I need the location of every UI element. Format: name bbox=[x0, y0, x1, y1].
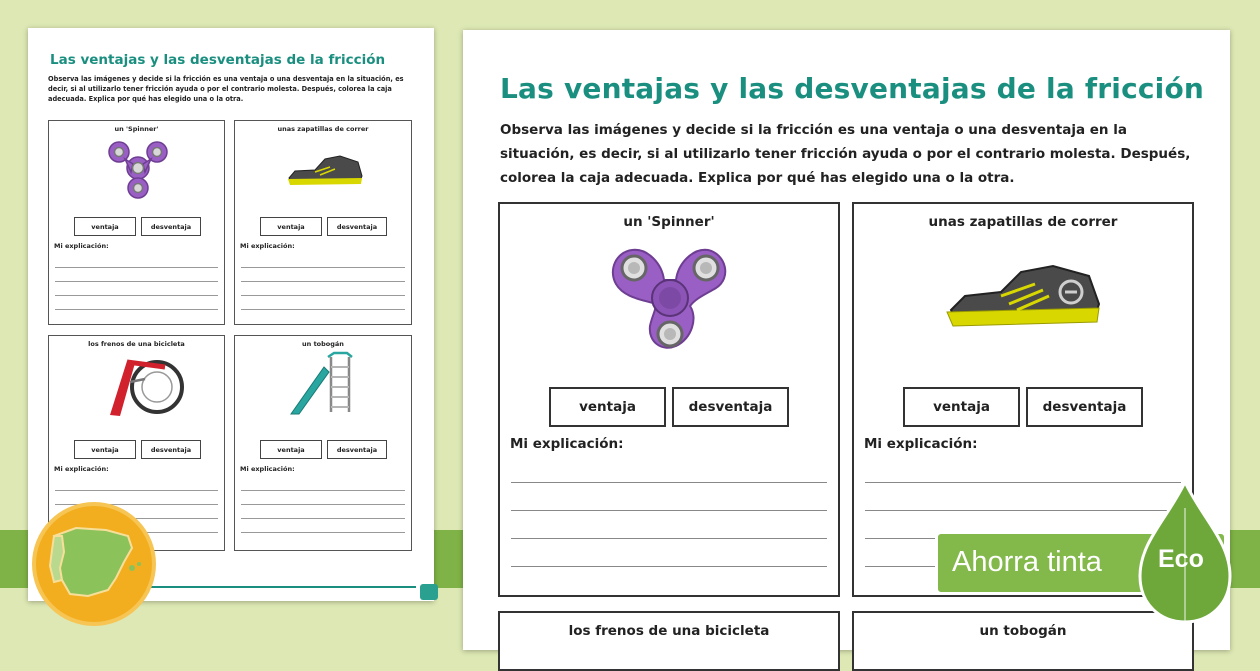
card-label: los frenos de una bicicleta bbox=[568, 623, 770, 639]
eco-label: Eco bbox=[1158, 545, 1204, 573]
advantage-button[interactable]: ventaja bbox=[74, 217, 136, 236]
advantage-button[interactable]: ventaja bbox=[903, 387, 1020, 427]
answer-line[interactable] bbox=[511, 510, 827, 511]
card-label: un tobogán bbox=[302, 340, 344, 348]
answer-line[interactable] bbox=[55, 267, 218, 268]
card-label: los frenos de una bicicleta bbox=[88, 340, 185, 348]
explanation-label: Mi explicación: bbox=[240, 242, 295, 250]
running-shoe-icon bbox=[942, 262, 1104, 330]
explanation-label: Mi explicación: bbox=[864, 436, 978, 452]
card-label: un 'Spinner' bbox=[114, 125, 159, 133]
answer-line[interactable] bbox=[241, 281, 405, 282]
advantage-button[interactable]: ventaja bbox=[260, 217, 322, 236]
advantage-button[interactable]: ventaja bbox=[260, 440, 322, 459]
page-title: Las ventajas y las desventajas de la fricción bbox=[500, 72, 1205, 105]
thumbnail-title: Las ventajas y las desventajas de la fricción bbox=[50, 52, 386, 68]
answer-line[interactable] bbox=[241, 490, 405, 491]
explanation-label: Mi explicación: bbox=[240, 465, 295, 473]
card-label: unas zapatillas de correr bbox=[277, 125, 369, 133]
answer-line[interactable] bbox=[241, 518, 405, 519]
thumbnail-card-shoes bbox=[234, 120, 412, 325]
page-instructions: Observa las imágenes y decide si la fricción es una ventaja o una desventaja en la situación, es decir, si al utilizarlo tener fricción ayuda o por el contrario molesta. Después, colorea la caja adecuada. Explica por qué has elegido una o la otra. bbox=[500, 122, 1191, 186]
thumbnail-instructions: Observa las imágenes y decide si la fricción es una ventaja o una desventaja en la situación, es decir, si al utilizarlo tener fricción ayuda o por el contrario molesta. Después, colorea la caja adecuada. Explica por qué has elegido una o la otra. bbox=[48, 75, 404, 103]
explanation-label: Mi explicación: bbox=[54, 242, 109, 250]
card-spinner bbox=[498, 202, 840, 597]
disadvantage-button[interactable]: desventaja bbox=[327, 217, 387, 236]
disadvantage-button[interactable]: desventaja bbox=[1026, 387, 1143, 427]
answer-line[interactable] bbox=[241, 267, 405, 268]
answer-line[interactable] bbox=[55, 295, 218, 296]
slide-icon bbox=[289, 352, 357, 418]
card-label: un tobogán bbox=[979, 623, 1067, 639]
running-shoe-icon bbox=[285, 153, 365, 187]
bicycle-brake-icon bbox=[105, 352, 181, 418]
fidget-spinner-icon bbox=[105, 139, 171, 197]
explanation-label: Mi explicación: bbox=[54, 465, 109, 473]
disadvantage-button[interactable]: desventaja bbox=[327, 440, 387, 459]
disadvantage-button[interactable]: desventaja bbox=[672, 387, 789, 427]
answer-line[interactable] bbox=[241, 295, 405, 296]
explanation-label: Mi explicación: bbox=[510, 436, 624, 452]
answer-line[interactable] bbox=[511, 538, 827, 539]
advantage-button[interactable]: ventaja bbox=[549, 387, 666, 427]
eco-banner-text: Ahorra tinta bbox=[952, 546, 1102, 578]
advantage-button[interactable]: ventaja bbox=[74, 440, 136, 459]
thumbnail-card-spinner bbox=[48, 120, 225, 325]
thumbnail-card-slide bbox=[234, 335, 412, 551]
answer-line[interactable] bbox=[241, 532, 405, 533]
answer-line[interactable] bbox=[241, 309, 405, 310]
answer-line[interactable] bbox=[511, 482, 827, 483]
answer-line[interactable] bbox=[55, 490, 218, 491]
card-label: un 'Spinner' bbox=[623, 214, 715, 230]
disadvantage-button[interactable]: desventaja bbox=[141, 217, 201, 236]
answer-line[interactable] bbox=[55, 309, 218, 310]
answer-line[interactable] bbox=[511, 566, 827, 567]
answer-line[interactable] bbox=[55, 281, 218, 282]
spain-map-icon bbox=[36, 506, 152, 622]
answer-line[interactable] bbox=[241, 504, 405, 505]
disadvantage-button[interactable]: desventaja bbox=[141, 440, 201, 459]
card-label: unas zapatillas de correr bbox=[928, 214, 1118, 230]
fidget-spinner-icon bbox=[604, 242, 736, 358]
logo-mark bbox=[420, 584, 438, 600]
spain-map-badge bbox=[32, 502, 156, 626]
card-bicycle-brakes bbox=[498, 611, 840, 671]
